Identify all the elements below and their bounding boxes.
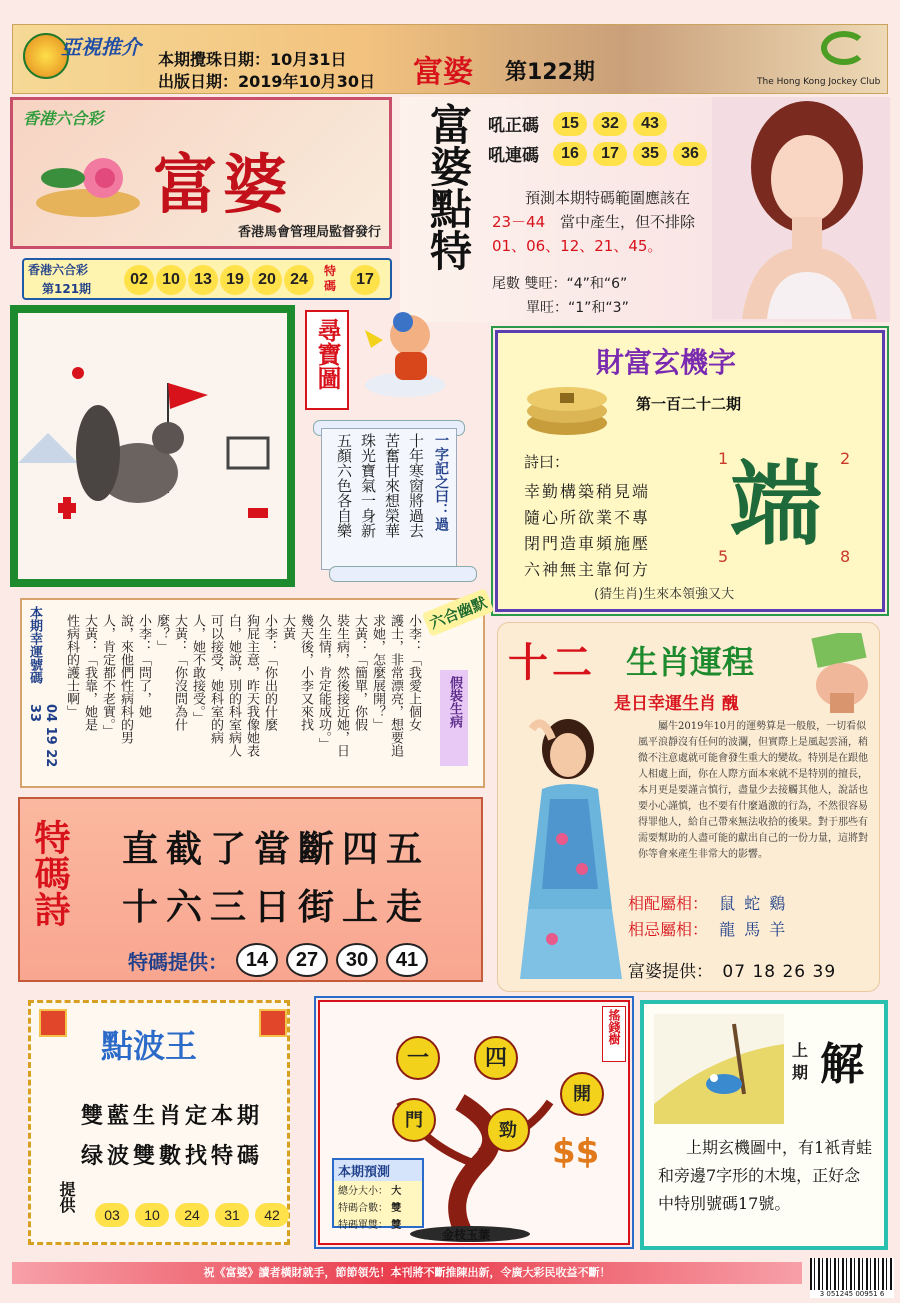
tail-single: 單旺：“1”和“3” — [526, 300, 629, 316]
last-draw-label: 香港六合彩 — [28, 263, 89, 277]
zodiac-avoid-value: 龍 馬 羊 — [719, 920, 788, 939]
special-number-ball: 14 — [236, 943, 278, 977]
combo-number-ball: 36 — [673, 142, 707, 166]
cupid-icon — [355, 300, 455, 400]
last-answer-title-big: 解 — [820, 1039, 864, 1090]
tip-line-2 — [492, 211, 695, 232]
combo-number-label: 吼連碼 — [488, 146, 539, 166]
treasure-label-box — [305, 310, 349, 410]
special-poem-side-title: 特碼詩 — [29, 819, 71, 927]
riddle-corner-2: 2 — [840, 449, 851, 468]
zodiac-title: 生肖運程 — [626, 643, 755, 681]
prediction-value: 雙 — [391, 1203, 402, 1214]
money-tree-tag-box — [602, 1006, 626, 1062]
humor-column: 久生情，肯定能成功。」 — [316, 614, 331, 751]
humor-column: 大黃：「你沒問為什 — [172, 614, 187, 731]
squirrel-flag-illustration — [18, 313, 287, 579]
riddle-corner-5: 5 — [718, 547, 729, 566]
last-answer-text: 上期玄機圖中，有1衹青蛙和旁邊7字形的木塊，正好念中特別號碼17號。 — [658, 1138, 873, 1213]
prediction-value: 雙 — [391, 1220, 402, 1231]
prediction-row — [334, 1181, 422, 1198]
wave-number-ball: 42 — [255, 1203, 289, 1227]
riddle-poem-line: 六神無主靠何方 — [524, 560, 651, 579]
riddle-issue: 第一百二十二期 — [636, 395, 742, 413]
draw-number-ball: 20 — [252, 265, 282, 295]
last-draw-numbers — [124, 265, 316, 295]
money-tree-tag: 搖錢樹 — [607, 1009, 621, 1045]
zodiac-provide-row — [628, 957, 836, 982]
humor-columns — [52, 614, 422, 786]
jockey-club-logo-icon — [821, 31, 867, 65]
draw-date: 本期攪珠日期：10月31日 — [158, 50, 347, 69]
riddle-poem-label: 詩曰： — [524, 453, 570, 471]
prediction-title: 本期預測 — [334, 1160, 422, 1181]
tip-line-3: 01、06、12、21、45。 — [492, 237, 663, 255]
special-poem-line-2: 十六三日街上走 — [122, 886, 431, 928]
special-label: 特碼 — [324, 264, 337, 293]
main-number-row — [488, 111, 673, 136]
special-provide-row — [128, 943, 436, 977]
humor-column: 人，肯定都不老實。」 — [100, 614, 115, 738]
draw-number-ball: 19 — [220, 265, 250, 295]
last-answer-panel — [640, 1000, 888, 1250]
humor-column: 可以接受，她科室的病 — [208, 614, 223, 744]
humor-column: 大黃：「我靠，她是 — [82, 614, 97, 731]
zodiac-subtitle: 是日幸運生肖 醜 — [614, 694, 739, 714]
tree-char-ball: 四 — [474, 1036, 518, 1080]
draw-number-ball: 02 — [124, 265, 154, 295]
combo-number-ball: 35 — [633, 142, 667, 166]
scroll-panel — [305, 420, 475, 580]
humor-column: 狗屁主意，昨天我像她表 — [244, 614, 259, 757]
prediction-label: 特碼單雙： — [338, 1220, 388, 1231]
riddle-corner-1: 1 — [718, 449, 729, 468]
riddle-poem-line: 幸勤構築稍見端 — [524, 482, 651, 501]
riddle-panel — [495, 330, 885, 612]
riddle-corner-8: 8 — [840, 547, 851, 566]
humor-title: 假裝生病 — [447, 676, 462, 728]
tree-char-ball: 門 — [392, 1098, 436, 1142]
dancer-woman-image — [502, 709, 638, 989]
zodiac-provide-numbers: 07 18 26 39 — [722, 962, 837, 982]
money-fist-icon — [804, 633, 876, 713]
tip-vertical-title: 富婆點特 — [424, 103, 473, 271]
zodiac-title-prefix: 十二 — [508, 640, 596, 686]
prediction-box — [332, 1158, 424, 1231]
humor-column: 小李：「你出的什麼 — [262, 614, 277, 731]
humor-title-box — [440, 670, 468, 766]
masthead-title: 富婆 — [153, 148, 293, 223]
special-number-ball: 17 — [350, 265, 380, 295]
wave-panel — [28, 1000, 290, 1245]
barcode-number: 3 051245 00951 6 — [810, 1290, 894, 1298]
special-poem-line-1: 直截了當斷四五 — [122, 828, 431, 870]
combo-number-ball: 17 — [593, 142, 627, 166]
masthead-slogan: 香港六合彩 — [23, 109, 104, 128]
scroll-line-2: 苦奮甘來想榮華 — [383, 433, 401, 538]
humor-column: 麼？」 — [154, 614, 169, 653]
tree-char-ball: 開 — [560, 1072, 604, 1116]
scroll-line-3: 珠光寶氣一身新 — [359, 433, 377, 538]
wave-number-ball: 24 — [175, 1203, 209, 1227]
last-answer-title-small: 上期 — [792, 1041, 809, 1082]
humor-column: 大黃：「簡單，你假 — [352, 614, 367, 731]
prediction-row — [334, 1198, 422, 1215]
combo-number-ball: 16 — [553, 142, 587, 166]
humor-column: 幾天後，小李又來找 — [298, 614, 313, 731]
scroll-bottom-roll — [329, 566, 477, 582]
prediction-label: 特碼合數： — [338, 1203, 388, 1214]
special-poem-panel — [18, 797, 483, 982]
header-strip — [12, 24, 888, 94]
humor-column: 白，她說，別的科室病人 — [226, 614, 241, 757]
zodiac-match-value: 鼠 蛇 鷄 — [719, 894, 788, 913]
wave-title: 點波王 — [101, 1027, 198, 1065]
zodiac-provide-label: 富婆提供： — [628, 962, 713, 982]
tail-double: 尾數 雙旺：“4”和“6” — [492, 276, 628, 292]
humor-panel — [20, 598, 485, 788]
riddle-hint: (猜生肖)生來本領強又大 — [594, 587, 735, 602]
publish-date: 出版日期：2019年10月30日 — [158, 72, 376, 91]
riddle-character: 端 — [730, 450, 823, 558]
frog-illustration — [654, 1014, 784, 1124]
scroll-line-4: 五顏六色各自樂 — [335, 433, 353, 538]
tip-line-2-rest: 當中產生，但不排除 — [559, 213, 695, 231]
rose-icon — [33, 148, 143, 218]
riddle-title: 財富玄機字 — [596, 346, 737, 379]
tip-line-1: 預測本期特碼範圍應該在 — [525, 189, 691, 207]
special-number-ball: 27 — [286, 943, 328, 977]
last-draw-bar — [22, 258, 392, 300]
special-provide-label: 特碼提供： — [128, 949, 228, 974]
treasure-label: 尋寶圖 — [313, 318, 342, 390]
zodiac-avoid-label: 相忌屬相： — [628, 920, 709, 939]
wave-line-2: 绿波雙數找特碼 — [81, 1143, 264, 1169]
humor-column: 護士，非常漂亮，想要追 — [388, 614, 403, 757]
issue-number: 第122期 — [505, 60, 595, 85]
zodiac-avoid-row — [628, 917, 787, 940]
money-tree-caption: 金枝玉葉 — [442, 1228, 491, 1242]
humor-column: 人，她不敢接受。」 — [190, 614, 205, 725]
main-number-label: 吼正碼 — [488, 116, 539, 136]
prediction-value: 大 — [391, 1186, 402, 1197]
wave-number-ball: 10 — [135, 1203, 169, 1227]
gift-box-icon — [39, 1009, 67, 1037]
tip-range: 23－44 — [492, 213, 546, 231]
main-number-ball: 43 — [633, 112, 667, 136]
tip-panel — [400, 97, 890, 322]
special-number-ball: 30 — [336, 943, 378, 977]
riddle-poem-line: 閉門造車頻施壓 — [524, 534, 651, 553]
prediction-label: 總分大小： — [338, 1186, 388, 1197]
tree-char-ball: 勁 — [486, 1108, 530, 1152]
lucky-numbers: 04 19 22 33 — [27, 704, 58, 768]
lucky-number-label: 本期幸運號碼 — [27, 606, 42, 684]
paper-name: 富婆 — [413, 55, 473, 90]
prediction-row — [334, 1215, 422, 1232]
humor-column: 說，來他們性病科的男 — [118, 614, 133, 744]
zodiac-match-label: 相配屬相： — [628, 894, 709, 913]
footer-text: 祝《富婆》讀者橫財就手，節節領先！本刊將不斷推陳出新，令廣大彩民收益不斷！ — [203, 1266, 611, 1279]
gift-box-icon — [259, 1009, 287, 1037]
wave-number-ball: 31 — [215, 1203, 249, 1227]
zodiac-body: 屬牛2019年10月的運勢算是一般般，一切看似風平浪靜沒有任何的波瀾，但實際上是風起雲涌，稍微不注意處就可能會發生重大的變故。特別是在跟他人相處上面，你在人際方面本來就不是特別的擅長，本月更是要謹言慎行，盡量少去接觸其他人，說話也要小心謹慎，也不要有什麼過激的行為，不然很容易得罪他人，給自己帶來無法收拾的後果。對于那些有需要幫助的人盡可能的獻出自己的一份力量，這將對你等會來產生非常大的影響。 — [638, 721, 868, 860]
last-draw-issue: 第121期 — [42, 282, 92, 296]
wave-numbers — [95, 1203, 295, 1227]
humor-column: 性病科的護士啊」 — [64, 614, 79, 718]
zodiac-panel — [497, 622, 880, 992]
jockey-club-name: The Hong Kong Jockey Club — [757, 77, 881, 87]
main-number-ball: 15 — [553, 112, 587, 136]
brand-name: 亞視推介 — [61, 35, 141, 59]
money-tree-panel — [318, 1000, 630, 1245]
humor-column: 裝生病，然後接近她，日 — [334, 614, 349, 757]
humor-column: 小李：「問了，她 — [136, 614, 151, 718]
woman-portrait-image — [712, 97, 890, 319]
wave-line-1: 雙藍生肖定本期 — [81, 1103, 264, 1129]
treasure-picture-frame — [10, 305, 295, 587]
humor-column: 求她，怎麼展開？」 — [370, 614, 385, 731]
humor-column: 小李：「我愛上個女 — [406, 614, 421, 731]
dollar-sign-icon: $$ — [552, 1132, 600, 1172]
combo-number-row — [488, 141, 713, 166]
zodiac-match-row — [628, 891, 787, 914]
main-number-ball: 32 — [593, 112, 627, 136]
masthead — [10, 97, 392, 249]
riddle-poem-line: 隨心所欲業不專 — [524, 508, 651, 527]
wave-number-ball: 03 — [95, 1203, 129, 1227]
special-number-ball: 41 — [386, 943, 428, 977]
humor-badge: 六合幽默 — [422, 588, 494, 637]
scroll-body — [321, 428, 457, 570]
wave-provide-label: 提供 — [57, 1181, 76, 1213]
humor-column: 大黃 — [280, 614, 295, 640]
draw-number-ball: 13 — [188, 265, 218, 295]
draw-number-ball: 24 — [284, 265, 314, 295]
scroll-title: 一字記之曰：過 — [433, 433, 449, 531]
draw-number-ball: 10 — [156, 265, 186, 295]
masthead-supervisor: 香港馬會管理局監督發行 — [237, 225, 381, 240]
footer-bar — [12, 1262, 802, 1284]
tree-char-ball: 一 — [396, 1036, 440, 1080]
scroll-line-1: 十年寒窗將過去 — [407, 433, 425, 538]
